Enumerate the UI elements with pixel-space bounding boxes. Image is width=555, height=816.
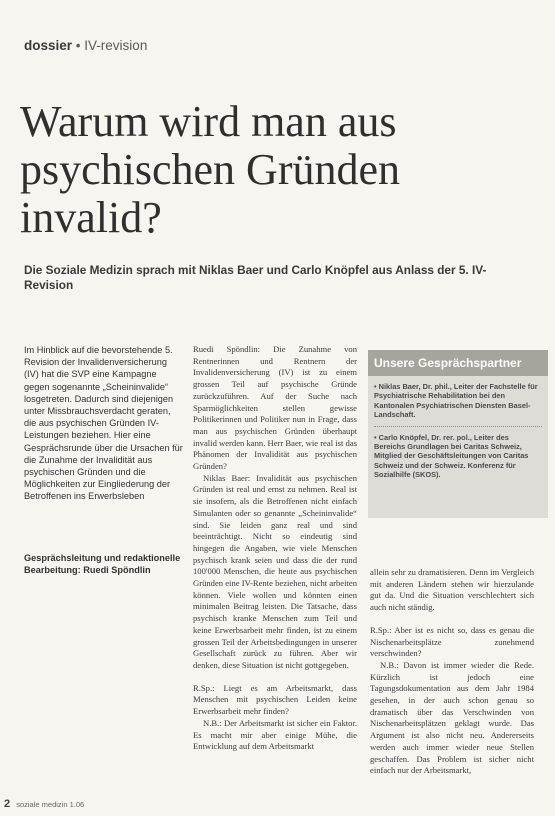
section-kicker <box>24 38 147 53</box>
sidebar-item-knoepfel: • Carlo Knöpfel, Dr. rer. pol., Leiter des Bereichs Grundlagen bei Caritas Schweiz, Mitglied der Geschäftsleitungen von Caritas Schweiz und der Schweiz. Konferenz für Sozialhilfe (SKOS). <box>374 432 529 480</box>
page-title: Warum wird man aus psychischen Gründen invalid? <box>20 97 401 242</box>
paragraph: N.B.: Davon ist immer wieder die Rede. Kürzlich ist jedoch eine Tagungsdokumentation aus dem Jahr 1984 gesehen, in der auch schon genau so dramatisch über das Verschwinden von Nischenarbeitsplätzen geklagt wurde. Das Argument ist also nicht neu. Andererseits werden auch immer wieder neue Stellen geschaffen. Das Problem ist sicher nicht einfach nur der Arbeitsmarkt, <box>370 659 534 776</box>
article-column-2 <box>193 344 357 753</box>
kicker-topic: IV-revision <box>84 38 148 53</box>
kicker-bullet: • <box>75 38 81 53</box>
paragraph: Ruedi Spöndlin: Die Zunahme von Rentnerinnen und Rentnern der Invalidenversicherung (IV) ist zu einem grossen Teil auf psychische Gründe zurückzuführen. Auf der Suche nach Sparmöglichkeiten stellen gewisse Politikerinnen und Politiker nun in Frage, dass man aus psychischen Gründen überhaupt invalid werden kann. Herr Baer, wie real ist das Phänomen der Invalidität aus psychischen Gründen? <box>193 344 357 472</box>
lead-text: Die Soziale Medizin sprach mit Niklas Baer und Carlo Knöpfel aus Anlass der 5. IV-Revision <box>24 263 487 292</box>
footer-publication: soziale medizin 1.06 <box>16 800 85 809</box>
paragraph: R.Sp.: Aber ist es nicht so, dass es genau die Nischenarbeitsplätze zunehmend verschwinden? <box>370 624 534 659</box>
paragraph: N.B.: Der Arbeitsmarkt ist sicher ein Faktor. Es macht mir aber einige Mühe, die Entwicklung auf dem Arbeitsmarkt <box>193 717 357 752</box>
article-column-3 <box>370 567 534 777</box>
page-footer <box>4 798 84 810</box>
kicker-section: dossier <box>24 38 73 53</box>
credit-text: Gesprächsleitung und redaktionelle Bearbeitung: Ruedi Spöndlin <box>24 553 181 576</box>
sidebar-item-baer: • Niklas Baer, Dr. phil., Leiter der Fachstelle für Psychiatrische Rehabilitation bei den Kantonalen Psychiatrischen Diensten Basel-Landschaft. <box>374 382 538 420</box>
paragraph: Niklas Baer: Invalidität aus psychischen Gründen ist real und ernst zu nehmen. Real ist sie insofern, als die Betroffenen nicht einfach Simulanten oder so genannte „Scheininvalide“ sind. Sie leiden ganz real und sind beeinträchtigt. Nicht so eindeutig sind hingegen die Angaben, wie viele Menschen psychisch krank seien und dass die der rund 100'000 Menschen, die heute aus psychischen Gründen eine IV-Rente beziehen, nicht arbeiten können. Viele wollen und könnten einen minimalen Beitrag leisten. Die Tatsache, dass psychisch kranke Menschen zum Teil und keine Erwerbsarbeit mehr finden, ist zu einem grossen Teil der Arbeitsbedingungen in unserer Gesellschaft zurück zu führen. Aber wir denken, diese Situation ist nicht gottgegeben. <box>193 472 357 670</box>
page-number: 2 <box>4 798 11 810</box>
sidebar-title: Unsere Gesprächspartner <box>368 350 548 376</box>
paragraph: R.Sp.: Liegt es am Arbeitsmarkt, dass Menschen mit psychischen Leiden keine Erwerbsarbeit mehr finden? <box>193 682 357 717</box>
paragraph: allein sehr zu dramatisieren. Denn im Vergleich mit anderen Ländern stehen wir hierzulande gut da. Und die Situation verschlechtert sich auch nicht ständig. <box>370 567 534 613</box>
intro-text: Im Hinblick auf die bevorstehende 5. Revision der Invalidenversicherung (IV) hat die SVP eine Kampagne gegen sogenannte „Scheininvalide“ losgetreten. Dadurch sind diejenigen unter Missbrauchsverdacht geraten, die aus psychischen Gründen IV-Leistungen beziehen. Hier eine Gesprächsrunde über die Ursachen für die Zunahme der Invalidität aus psychischen Gründen und die Möglichkeiten zur Eingliederung der Betroffenen ins Erwerbsleben <box>24 345 183 502</box>
sidebar-box <box>368 350 548 518</box>
